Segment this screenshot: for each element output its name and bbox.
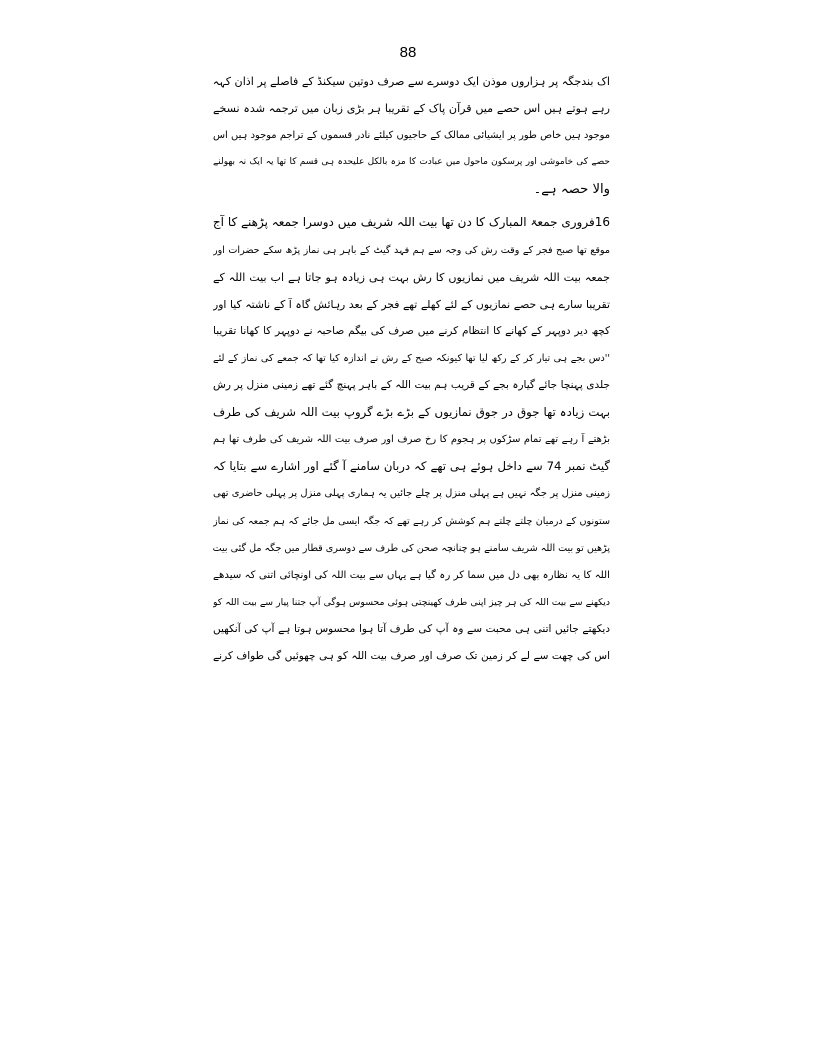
- text-line: بہت زیادہ تھا جوق در جوق نمازیوں کے بڑے بڑے گروپ بیت اللہ شریف کی طرف: [213, 405, 610, 420]
- text-line: اک بندجگہ پر ہزاروں موذن ایک دوسرے سے صرف دوتین سیکنڈ کے فاصلے پر اذان کہہ: [213, 75, 610, 88]
- text-line: دیکھتے جائیں اتنی ہی محبت سے وہ آپ کی طرف آتا ہوا محسوس ہوتا ہے آپ کی آنکھیں: [213, 622, 610, 635]
- text-line: ''دس بجے ہی تیار کر کے رکھ لیا تھا کیونکہ صبح کے رش نے اندازہ کیا تھا کہ جمعے کی نماز کے لئے: [213, 352, 610, 364]
- text-line: تقریبا سارے ہی حصے نمازیوں کے لئے کھلے تھے فجر کے بعد رہائش گاہ آ کے ناشتہ کیا اور: [213, 297, 610, 311]
- text-line: اللہ کا یہ نظارہ بھی دل میں سما کر رہ گیا ہے یہاں سے بیت اللہ کی اونچائی اتنی کہ سیدھے: [213, 569, 610, 581]
- text-line: رہے ہوتے ہیں اس حصے میں قرآن پاک کے تقریبا ہر بڑی زبان میں ترجمہ شدہ نسخے: [213, 102, 610, 116]
- text-line: موقع تھا صبح فجر کے وقت رش کی وجہ سے ہم فہد گیٹ کے باہر ہی نماز پڑھ سکے حضرات اور: [213, 244, 610, 256]
- text-line: موجود ہیں خاص طور پر ایشیائی ممالک کے حاجیوں کیلئے نادر قسموں کے تراجم موجود ہیں اس: [213, 130, 610, 142]
- text-line: والا حصہ ہے۔: [533, 182, 610, 198]
- text-line: ستونوں کے درمیان چلتے چلتے ہم کوشش کر رہے تھے کہ جگہ ایسی مل جائے کہ ہم جمعہ کی نماز: [213, 515, 610, 527]
- text-line: دیکھنے سے بیت اللہ کی ہر چیز اپنی طرف کھینچتی ہوئی محسوس ہوگی آپ جتنا پیار سے بیت اللہ کو: [213, 596, 610, 608]
- paragraph: [213, 209, 610, 670]
- text-line: حصے کی خاموشی اور پرسکون ماحول میں عبادت کا مزہ بالکل علیحدہ ہی قسم کا تھا یہ ایک نہ بھولنے: [213, 157, 610, 168]
- text-line: 16فروری جمعۃ المبارک کا دن تھا بیت اللہ شریف میں دوسرا جمعہ پڑھنے کا آج: [213, 215, 610, 230]
- text-line: گیٹ نمبر 74 سے داخل ہوئے ہی تھے کہ دربان سامنے آ گئے اور اشارے سے بتایا کہ: [213, 459, 610, 474]
- paragraph: [213, 68, 610, 203]
- page-number: 88: [399, 44, 417, 61]
- text-line: جلدی پہنچا جائے گیارہ بجے کے قریب ہم بیت اللہ کے باہر پہنچ گئے تھے زمینی منزل پر رش: [213, 379, 610, 392]
- text-line: پڑھیں تو بیت اللہ شریف سامنے ہو چنانچہ صحن کی طرف سے دوسری قطار میں جگہ مل گئی بیت: [213, 542, 610, 554]
- text-line: زمینی منزل پر جگہ نہیں ہے پہلی منزل پر چلے جائیں یہ ہماری پہلی منزل پر پہلی حاضری تھی: [213, 488, 610, 500]
- text-line: جمعہ بیت اللہ شریف میں نمازیوں کا رش بہت ہی زیادہ ہو جاتا ہے اب بیت اللہ کے: [213, 270, 610, 284]
- text-line: اس کی چھت سے لے کر زمین تک صرف اور صرف بیت اللہ کو ہی چھوئیں گی طواف کرنے: [213, 649, 610, 662]
- body-text: [213, 68, 610, 670]
- text-line: بڑھتے آ رہے تھے تمام سڑکوں پر ہجوم کا رخ صرف اور صرف بیت اللہ شریف کی طرف تھا ہم: [213, 434, 610, 446]
- text-line: کچھ دیر دوپہر کے کھانے کا انتظام کرنے میں صرف کی بیگم صاحبہ نے دوپہر کا کھانا تقریبا: [213, 324, 610, 337]
